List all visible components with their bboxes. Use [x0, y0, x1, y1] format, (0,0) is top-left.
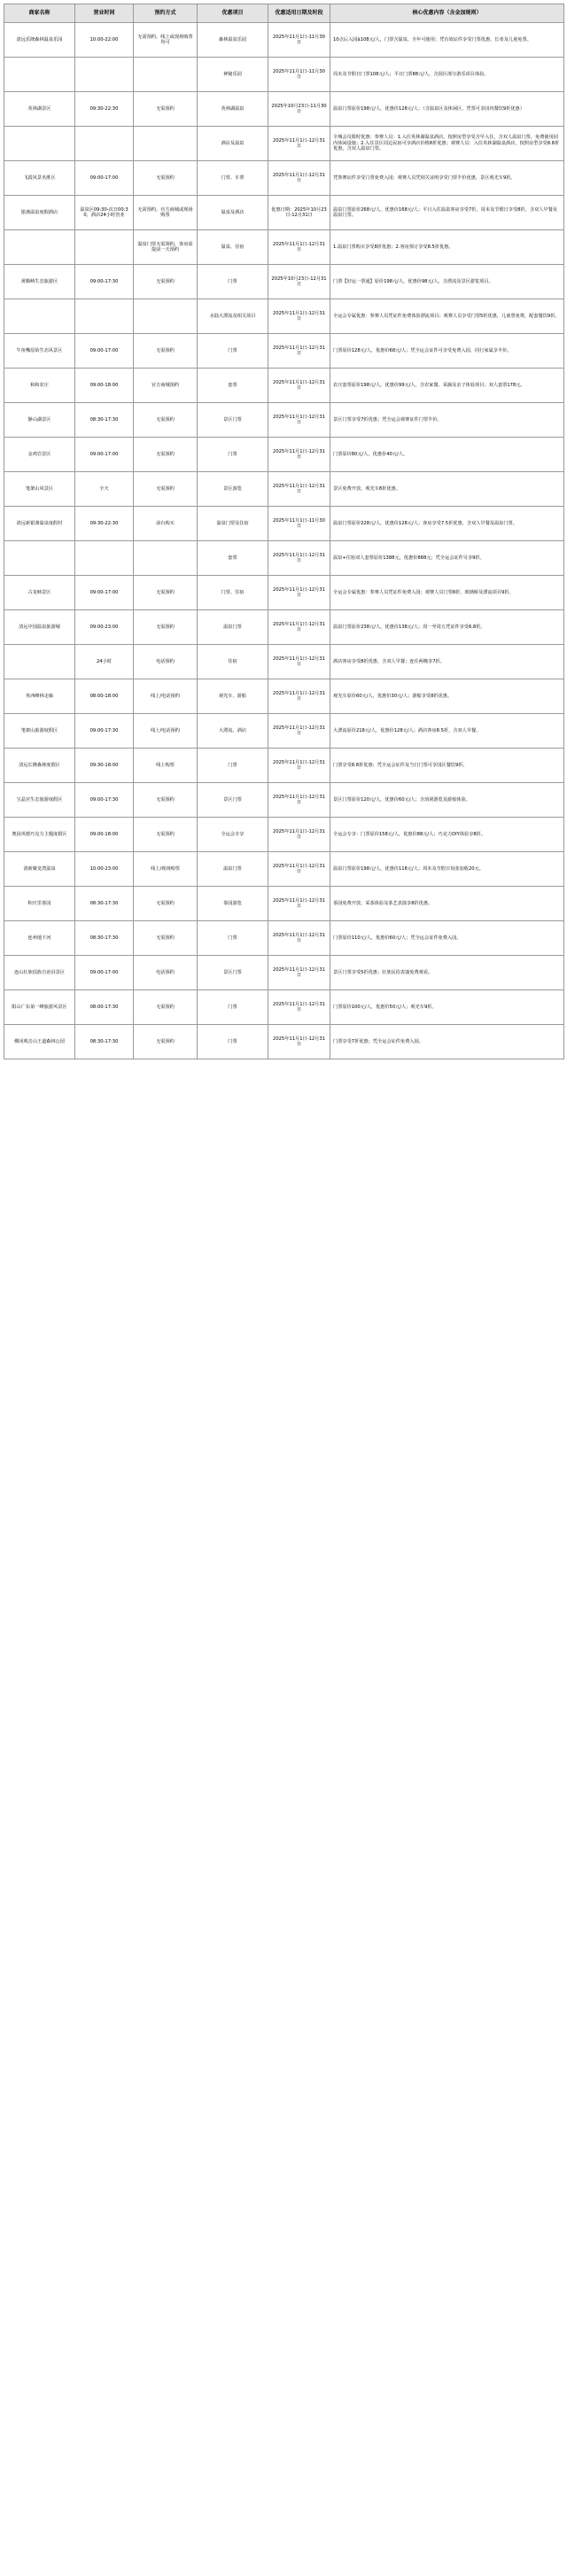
table-row	[4, 783, 564, 818]
table-body	[4, 23, 564, 1059]
cell-name: 清远中国温泉旅游城	[4, 610, 75, 645]
cell-name	[4, 58, 75, 92]
cell-dates: 2025年11月1日-12月31日	[268, 783, 330, 818]
cell-dates: 2025年11月1日-12月31日	[268, 645, 330, 679]
cell-name: 银盏温泉度假酒店	[4, 196, 75, 230]
cell-item: 门票	[198, 1025, 268, 1059]
cell-item: 英林湖温泉	[198, 92, 268, 127]
cell-name: 佛冈观音山王道森林公园	[4, 1025, 75, 1059]
table-header-row	[4, 4, 564, 23]
cell-item: 温泉门票	[198, 610, 268, 645]
table-row	[4, 196, 564, 230]
cell-name: 宝晶宫生态旅游度假区	[4, 783, 75, 818]
cell-booking	[134, 58, 198, 92]
cell-booking: 无需预约	[134, 403, 198, 438]
table-row	[4, 818, 564, 852]
cell-offer: 温泉门票原价238元/人，优惠价138元/人；周一至周五凭证件享受6.8折。	[330, 610, 564, 645]
cell-hours: 09:30-22:30	[75, 92, 134, 127]
cell-hours: 09:00-17:00	[75, 576, 134, 610]
cell-offer: 全城会员限时优惠：参赛人员：1.入住英林湖温泉酒店，按照房型享受含早入住，含双人温泉门票，免费使用园内休闲设施；2.入住景区周边民宿可享酒店价格8折优惠；观赛人员：入住英林湖温泉酒店，按照房型享受8.8折优惠，含双人温泉门票。	[330, 127, 564, 161]
header-item: 优惠项目	[198, 4, 268, 23]
cell-offer: 酒店客房享受8折优惠，含双人早餐；连住两晚享7折。	[330, 645, 564, 679]
table-row	[4, 23, 564, 58]
cell-booking	[134, 299, 198, 334]
cell-item: 观光车、游船	[198, 679, 268, 714]
cell-name: 古龙峡景区	[4, 576, 75, 610]
cell-booking: 前台购买	[134, 507, 198, 541]
cell-hours: 全天	[75, 472, 134, 507]
cell-hours: 09:00-23:00	[75, 610, 134, 645]
cell-hours: 09:00-17:00	[75, 438, 134, 472]
cell-hours: 08:30-17:30	[75, 1025, 134, 1059]
cell-item: 水陆大漂流及相关项目	[198, 299, 268, 334]
cell-booking	[134, 127, 198, 161]
table-row	[4, 230, 564, 265]
cell-offer: 茶园免费开放，采茶体验及茶艺表演享8折优惠。	[330, 887, 564, 921]
cell-booking: 无需预约	[134, 334, 198, 369]
cell-booking: 无需预约	[134, 990, 198, 1025]
table-row	[4, 1025, 564, 1059]
cell-dates: 2025年11月1日-12月31日	[268, 472, 330, 507]
cell-dates: 2025年11月1日-12月31日	[268, 438, 330, 472]
cell-item: 温泉及酒店	[198, 196, 268, 230]
cell-offer: 农庄套票原价198元/人，优惠价99元/人，含农家餐、采摘及亲子体验项目；双人套票178元。	[330, 369, 564, 403]
cell-offer: 门票【好运一票通】原价198元/人，优惠价98元/人，含漂流及景区游览项目。	[330, 265, 564, 299]
cell-offer: 温泉门票原价268元/人，优惠价168元/人；平日入住温泉客房享受7折，周末及节假日享受8折，含双人早餐及温泉门票。	[330, 196, 564, 230]
cell-item: 森林温泉乐园	[198, 23, 268, 58]
cell-item: 门票、车票	[198, 161, 268, 196]
cell-booking: 线上/电话预约	[134, 714, 198, 749]
promotion-table	[4, 4, 564, 1059]
cell-offer: 门票享受8.8折优惠；凭全运会证件及当日门票可享园区餐饮9折。	[330, 749, 564, 783]
cell-dates: 2025年11月1日-12月31日	[268, 921, 330, 956]
cell-offer: 1.温泉门票购买享受8折优惠；2.客房预订享受8.5折优惠。	[330, 230, 564, 265]
cell-dates: 2025年11月1日-12月31日	[268, 230, 330, 265]
cell-booking	[134, 541, 198, 576]
cell-hours	[75, 230, 134, 265]
cell-hours: 08:30-17:30	[75, 887, 134, 921]
cell-offer: 周末及节假日门票108元/人；平日门票88元/人，含园区部分游乐项目体验。	[330, 58, 564, 92]
cell-item: 景区门票	[198, 783, 268, 818]
cell-name: 清远长隆森林度假区	[4, 749, 75, 783]
cell-hours: 09:00-17:00	[75, 956, 134, 990]
table-row	[4, 58, 564, 92]
cell-item: 门票	[198, 921, 268, 956]
cell-offer: 门票原价80元/人，优惠价40元/人。	[330, 438, 564, 472]
cell-name: 金鸡岩景区	[4, 438, 75, 472]
cell-booking: 无需预约，官方商城或现场购票	[134, 196, 198, 230]
table-row	[4, 610, 564, 645]
cell-dates: 2025年11月1日-12月31日	[268, 714, 330, 749]
cell-dates: 2025年11月1日-12月31日	[268, 127, 330, 161]
cell-offer: 全运会专属优惠：参赛人员凭证件免费入园；观赛人员门票8折，玻璃桥及漂流项目9折。	[330, 576, 564, 610]
cell-item: 酒店及温泉	[198, 127, 268, 161]
table-row	[4, 127, 564, 161]
cell-hours: 24小时	[75, 645, 134, 679]
cell-hours: 08:30-17:30	[75, 921, 134, 956]
cell-booking: 无需预约	[134, 161, 198, 196]
cell-item: 门票、住宿	[198, 576, 268, 610]
cell-booking: 线上/电话预约	[134, 679, 198, 714]
cell-item: 门票	[198, 265, 268, 299]
cell-booking: 温泉门票无需预约，客房需提前一天预约	[134, 230, 198, 265]
cell-dates: 2025年11月1日-12月31日	[268, 852, 330, 887]
cell-item: 住宿	[198, 645, 268, 679]
table-row	[4, 679, 564, 714]
cell-hours: 09:30-18:00	[75, 749, 134, 783]
cell-dates: 2025年11月1日-12月31日	[268, 403, 330, 438]
cell-hours: 09:00-17:30	[75, 714, 134, 749]
cell-offer: 温泉门票原价228元/人，优惠价128元/人；客房享受7.5折优惠，含双人早餐及温泉门票。	[330, 507, 564, 541]
cell-offer: 温泉门票原价198元/人，优惠价128元/人；（含温泉区及休闲区，凭票可享园内餐饮9折优惠）	[330, 92, 564, 127]
table-row	[4, 299, 564, 334]
cell-item: 景区门票	[198, 403, 268, 438]
cell-booking: 官方商城预约	[134, 369, 198, 403]
cell-name: 飞霞风景名胜区	[4, 161, 75, 196]
table-row	[4, 334, 564, 369]
cell-name: 牛鱼嘴原始生态风景区	[4, 334, 75, 369]
cell-dates: 2025年11月1日-11月30日	[268, 23, 330, 58]
cell-offer: 景区门票享受7折优惠；凭全运会观赛证件门票半价。	[330, 403, 564, 438]
table-row	[4, 852, 564, 887]
cell-name: 阳山广东第一峰旅游风景区	[4, 990, 75, 1025]
table-row	[4, 956, 564, 990]
cell-booking: 无需预约	[134, 818, 198, 852]
cell-offer: 门票享受7折优惠；凭全运会证件免费入园。	[330, 1025, 564, 1059]
cell-hours: 09:30-22:30	[75, 507, 134, 541]
table-row	[4, 403, 564, 438]
cell-dates: 2025年11月1日-12月31日	[268, 679, 330, 714]
cell-name: 黄腾峡生态旅游区	[4, 265, 75, 299]
cell-hours	[75, 541, 134, 576]
table-row	[4, 507, 564, 541]
cell-name: 笔架山旅游度假区	[4, 714, 75, 749]
cell-name	[4, 541, 75, 576]
cell-hours	[75, 127, 134, 161]
cell-name	[4, 127, 75, 161]
cell-name: 连州地下河	[4, 921, 75, 956]
cell-name: 英西峰林走廊	[4, 679, 75, 714]
table-row	[4, 161, 564, 196]
cell-hours: 08:00-18:00	[75, 679, 134, 714]
cell-booking: 无需预约	[134, 610, 198, 645]
cell-hours: 08:00-17:30	[75, 990, 134, 1025]
header-booking: 预约方式	[134, 4, 198, 23]
cell-hours: 09:00-18:00	[75, 818, 134, 852]
cell-hours: 10:00-22:00	[75, 23, 134, 58]
cell-dates: 2025年11月1日-11月30日	[268, 507, 330, 541]
cell-dates: 2025年11月1日-12月31日	[268, 576, 330, 610]
header-hours: 营业时间	[75, 4, 134, 23]
cell-name: 英林湖景区	[4, 92, 75, 127]
cell-hours: 10:00-23:00	[75, 852, 134, 887]
cell-dates: 2025年11月1日-12月31日	[268, 1025, 330, 1059]
cell-name: 笔架山风景区	[4, 472, 75, 507]
cell-hours: 09:00-17:30	[75, 265, 134, 299]
cell-name: 连山壮族瑶族自治县景区	[4, 956, 75, 990]
cell-dates: 2025年11月1日-12月31日	[268, 299, 330, 334]
cell-booking: 线上购票	[134, 749, 198, 783]
cell-booking: 无需预约	[134, 92, 198, 127]
cell-booking: 无需预约	[134, 1025, 198, 1059]
cell-hours: 温泉区09:30-次日00:30，酒店24小时营业	[75, 196, 134, 230]
cell-name: 清远乐隆森林温泉乐园	[4, 23, 75, 58]
cell-item: 门票	[198, 990, 268, 1025]
cell-dates: 优惠日期：2025年10月23日-12月31日	[268, 196, 330, 230]
cell-name: 奥园英德巧克力主题度假区	[4, 818, 75, 852]
cell-offer: 全运会专属优惠：参赛人员凭证件免费体验漂流项目；观赛人员享受门票5折优惠，儿童票免费，配套餐饮9折。	[330, 299, 564, 334]
cell-offer: 温泉门票原价198元/人，优惠价118元/人；周末及节假日每张加收20元。	[330, 852, 564, 887]
cell-hours: 09:00-17:30	[75, 783, 134, 818]
header-name: 商家名称	[4, 4, 75, 23]
cell-hours: 09:00-17:00	[75, 334, 134, 369]
cell-name	[4, 299, 75, 334]
cell-item: 套票	[198, 369, 268, 403]
table-row	[4, 576, 564, 610]
cell-booking: 无需预约	[134, 438, 198, 472]
cell-name: 清远新银盏温泉度假村	[4, 507, 75, 541]
cell-name: 和和农庄	[4, 369, 75, 403]
table-row	[4, 887, 564, 921]
cell-dates: 2025年11月1日-12月31日	[268, 541, 330, 576]
cell-offer: 门票原价110元/人，优惠价60元/人；凭全运会证件免费入园。	[330, 921, 564, 956]
cell-item: 景区门票	[198, 956, 268, 990]
table-row	[4, 92, 564, 127]
cell-booking: 无需预约	[134, 783, 198, 818]
cell-booking: 无需预约	[134, 887, 198, 921]
cell-dates: 2025年11月1日-12月31日	[268, 818, 330, 852]
cell-offer: 门票原价100元/人，优惠价50元/人；观光车9折。	[330, 990, 564, 1025]
table-row	[4, 265, 564, 299]
cell-booking: 无需预约	[134, 576, 198, 610]
cell-booking: 线上/现场购票	[134, 852, 198, 887]
cell-item: 温泉门票	[198, 852, 268, 887]
cell-offer: 大漂流原价218元/人，优惠价128元/人；酒店客房8.5折，含双人早餐。	[330, 714, 564, 749]
header-offer: 核心优惠内容（含金加规则）	[330, 4, 564, 23]
cell-offer: 观光车原价60元/人，优惠价30元/人；游船享受8折优惠。	[330, 679, 564, 714]
cell-dates: 2025年11月1日-12月31日	[268, 334, 330, 369]
cell-hours	[75, 299, 134, 334]
cell-dates: 2025年10月23日-11月30日	[268, 92, 330, 127]
cell-item: 大漂流、酒店	[198, 714, 268, 749]
cell-dates: 2025年11月1日-12月31日	[268, 990, 330, 1025]
cell-item: 温泉门票及住宿	[198, 507, 268, 541]
cell-name: 静山湖景区	[4, 403, 75, 438]
cell-offer: 温泉+住宿双人套票原价1388元，优惠价888元；凭全运会证件另享9折。	[330, 541, 564, 576]
table-row	[4, 541, 564, 576]
cell-item: 茶园游览	[198, 887, 268, 921]
cell-dates: 2025年11月1日-12月31日	[268, 610, 330, 645]
cell-booking: 电话预约	[134, 645, 198, 679]
cell-offer: 全运会专享：门票原价158元/人，优惠价88元/人；巧克力DIY体验享8折。	[330, 818, 564, 852]
table-row	[4, 645, 564, 679]
table-row	[4, 990, 564, 1025]
cell-name	[4, 645, 75, 679]
cell-booking: 无需预约	[134, 472, 198, 507]
table-row	[4, 369, 564, 403]
header-dates: 优惠适用日期及时段	[268, 4, 330, 23]
cell-item: 门票	[198, 438, 268, 472]
cell-item: 门票	[198, 749, 268, 783]
cell-offer: 10点后入园$108元/人，门票含温泉，全年可使用；凭有效证件享受门票优惠，长者及儿童免票。	[330, 23, 564, 58]
cell-booking: 电话预约	[134, 956, 198, 990]
cell-item: 套票	[198, 541, 268, 576]
cell-dates: 2025年11月1日-12月31日	[268, 887, 330, 921]
table-row	[4, 714, 564, 749]
cell-item: 全运会专享	[198, 818, 268, 852]
cell-name	[4, 230, 75, 265]
cell-item: 温泉、住宿	[198, 230, 268, 265]
cell-dates: 2025年10月23日-12月31日	[268, 265, 330, 299]
cell-item: 门票	[198, 334, 268, 369]
cell-hours	[75, 58, 134, 92]
cell-offer: 景区门票享受5折优惠；壮族民俗表演免费观看。	[330, 956, 564, 990]
cell-item: 景区游览	[198, 472, 268, 507]
table-row	[4, 472, 564, 507]
cell-name: 清新聚龙湾温泉	[4, 852, 75, 887]
cell-offer: 门票原价128元/人，优惠价68元/人；凭全运会证件可享受免费入园，同行家属享半价。	[330, 334, 564, 369]
cell-offer: 景区免费开放，观光车8折优惠。	[330, 472, 564, 507]
cell-dates: 2025年11月1日-12月31日	[268, 956, 330, 990]
cell-booking: 无需预约，线上或现场购票均可	[134, 23, 198, 58]
cell-hours: 09:00-17:00	[75, 161, 134, 196]
cell-offer: 凭参赛证件享受门票免费入园；观赛人员凭相关证明享受门票半价优惠，景区观光车9折。	[330, 161, 564, 196]
table-row	[4, 438, 564, 472]
cell-offer: 景区门票原价120元/人，优惠价60元/人；含溶洞游览及游船体验。	[330, 783, 564, 818]
cell-hours: 09:00-18:00	[75, 369, 134, 403]
cell-booking: 无需预约	[134, 921, 198, 956]
cell-name: 积庆里茶园	[4, 887, 75, 921]
cell-item: 神秘乐园	[198, 58, 268, 92]
cell-dates: 2025年11月1日-12月31日	[268, 749, 330, 783]
table-row	[4, 749, 564, 783]
cell-dates: 2025年11月1日-11月30日	[268, 58, 330, 92]
cell-dates: 2025年11月1日-12月31日	[268, 161, 330, 196]
table-row	[4, 921, 564, 956]
cell-hours: 08:30-17:30	[75, 403, 134, 438]
cell-booking: 无需预约	[134, 265, 198, 299]
cell-dates: 2025年11月1日-12月31日	[268, 369, 330, 403]
